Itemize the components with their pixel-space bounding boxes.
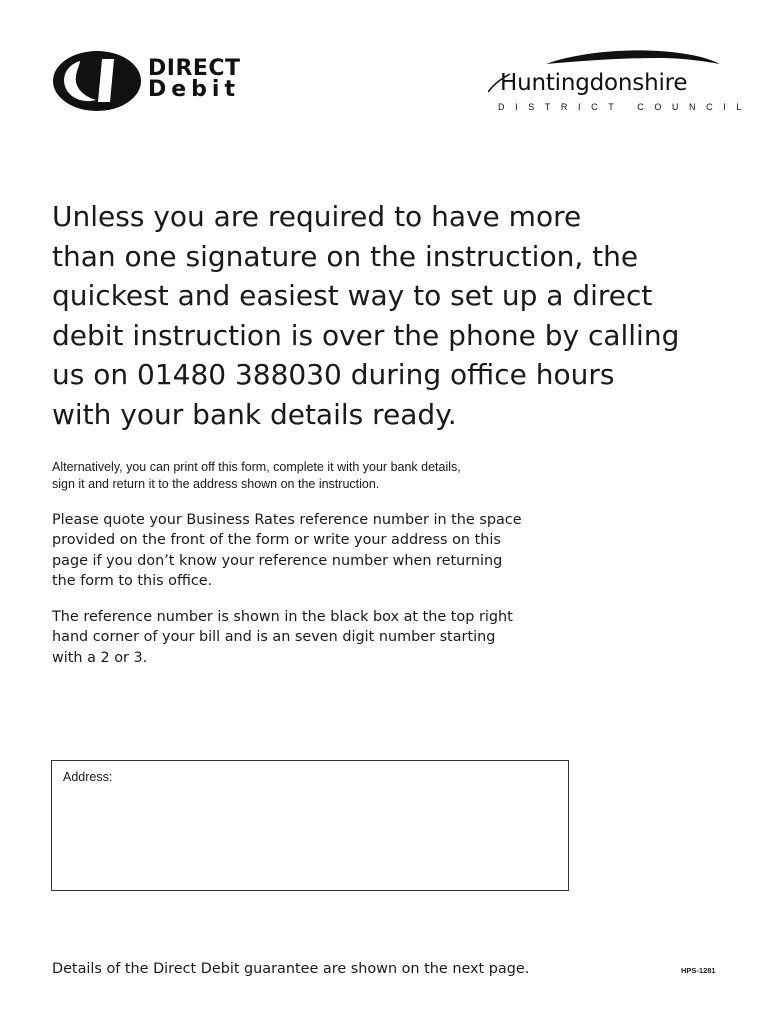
direct-debit-logo-mark (52, 50, 144, 112)
address-label: Address: (63, 770, 113, 784)
direct-debit-logo (52, 50, 267, 114)
alternative-note-line: Alternatively, you can print off this form, complete it with your bank details, (52, 460, 461, 474)
council-logo (488, 44, 752, 116)
direct-debit-logo-line1: DIRECT (148, 56, 241, 81)
paragraph-line: the form to this office. (52, 572, 213, 589)
headline (52, 197, 732, 434)
council-logo-name: Huntingdonshire (500, 70, 688, 96)
headline-line: quickest and easiest way to set up a direct (52, 279, 653, 312)
headline-line: Unless you are required to have more (52, 200, 582, 233)
address-field-box[interactable] (51, 760, 569, 891)
paragraph-line: hand corner of your bill and is an seven digit number starting (52, 629, 496, 646)
reference-location-paragraph (52, 607, 513, 668)
reference-instruction-paragraph (52, 510, 522, 591)
paragraph-line: provided on the front of the form or write your address on this (52, 532, 501, 549)
form-code: HPS-1281 (681, 966, 716, 975)
paragraph-line: Please quote your Business Rates reference number in the space (52, 512, 522, 528)
headline-line: debit instruction is over the phone by calling (52, 318, 680, 352)
guarantee-note: Details of the Direct Debit guarantee are shown on the next page. (52, 961, 530, 977)
headline-line: with your bank details ready. (52, 397, 457, 431)
direct-debit-logo-line2: Debit (148, 77, 240, 102)
paragraph-line: page if you don’t know your reference number when returning (52, 552, 503, 569)
alternative-note-line: sign it and return it to the address shown on the instruction. (52, 477, 380, 491)
headline-line: us on 01480 388030 during office hours (52, 358, 615, 391)
council-logo-subtitle: DISTRICT COUNCIL (498, 102, 752, 112)
alternative-note (52, 459, 461, 493)
headline-line: than one signature on the instruction, the (52, 239, 639, 273)
paragraph-line: The reference number is shown in the black box at the top right (52, 609, 513, 625)
paragraph-line: with a 2 or 3. (52, 649, 148, 666)
